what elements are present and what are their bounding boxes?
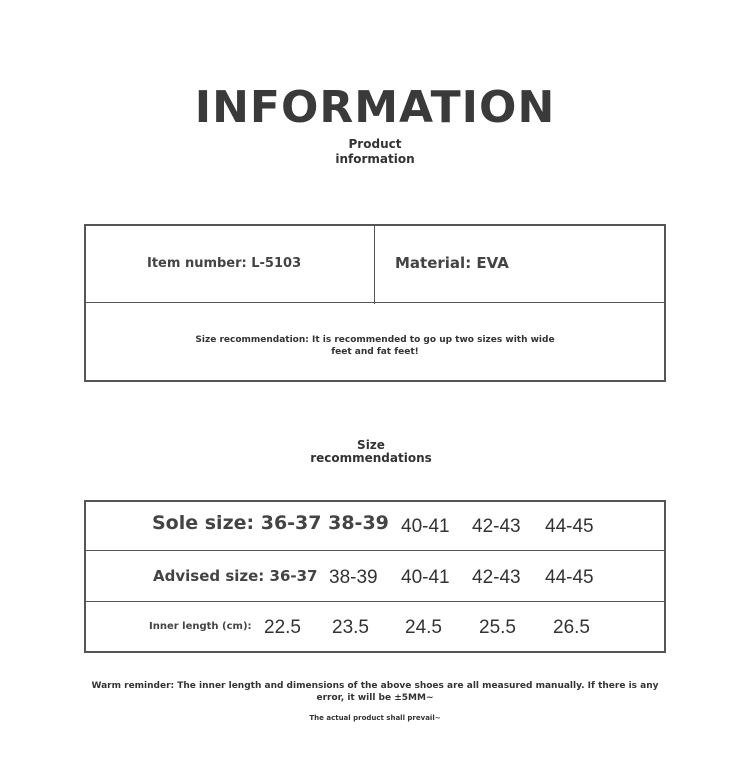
info-table-top-border bbox=[84, 224, 666, 226]
size-table-row-divider-2 bbox=[84, 601, 666, 602]
advised-size-label: Advised size: 36-37 bbox=[153, 567, 318, 585]
sole-size-label: Sole size: 36-37 38-39 bbox=[152, 512, 389, 534]
inner-length-value: 23.5 bbox=[332, 617, 369, 638]
size-table-top-border bbox=[84, 500, 666, 502]
size-recommendation-line-2: feet and fat feet! bbox=[331, 347, 419, 357]
item-number: Item number: L-5103 bbox=[147, 256, 302, 271]
page-title: INFORMATION bbox=[194, 82, 556, 133]
warm-reminder bbox=[84, 680, 666, 704]
size-table-right-border bbox=[664, 500, 666, 653]
info-table-column-divider bbox=[374, 224, 375, 304]
advised-size-value: 44-45 bbox=[545, 567, 594, 588]
subtitle-line-2: information bbox=[335, 152, 415, 166]
inner-length-value: 26.5 bbox=[553, 617, 590, 638]
info-table-bottom-border bbox=[84, 380, 666, 382]
page-subtitle bbox=[0, 137, 750, 167]
inner-length-label: Inner length (cm): bbox=[149, 621, 252, 632]
info-table-middle-border bbox=[84, 302, 666, 303]
size-recommendation-line-1: Size recommendation: It is recommended to go up two sizes with wide bbox=[195, 335, 555, 345]
material: Material: EVA bbox=[395, 254, 509, 272]
actual-product-note: The actual product shall prevail~ bbox=[309, 714, 441, 722]
warm-reminder-line-1: Warm reminder: The inner length and dimensions of the above shoes are all measured manually. If there is any bbox=[91, 681, 659, 691]
inner-length-value: 24.5 bbox=[405, 617, 442, 638]
warm-reminder-line-2: error, it will be ±5MM~ bbox=[316, 693, 434, 703]
info-table-left-border bbox=[84, 224, 86, 382]
info-table-right-border bbox=[664, 224, 666, 382]
sole-size-value: 44-45 bbox=[545, 516, 594, 537]
size-recommendation bbox=[84, 334, 666, 358]
size-table-bottom-border bbox=[84, 651, 666, 653]
inner-length-value: 22.5 bbox=[264, 617, 301, 638]
sole-size-value: 42-43 bbox=[472, 516, 521, 537]
size-section-title-line-1: Size bbox=[357, 438, 385, 452]
size-section-title-line-2: recommendations bbox=[310, 451, 432, 465]
advised-size-value: 42-43 bbox=[472, 567, 521, 588]
subtitle-line-1: Product bbox=[348, 137, 402, 151]
size-table-row-divider-1 bbox=[84, 550, 666, 551]
advised-size-value: 40-41 bbox=[401, 567, 450, 588]
size-section-title bbox=[0, 439, 742, 465]
sole-size-value: 40-41 bbox=[401, 516, 450, 537]
size-table-left-border bbox=[84, 500, 86, 653]
advised-size-value: 38-39 bbox=[329, 567, 378, 588]
inner-length-value: 25.5 bbox=[479, 617, 516, 638]
